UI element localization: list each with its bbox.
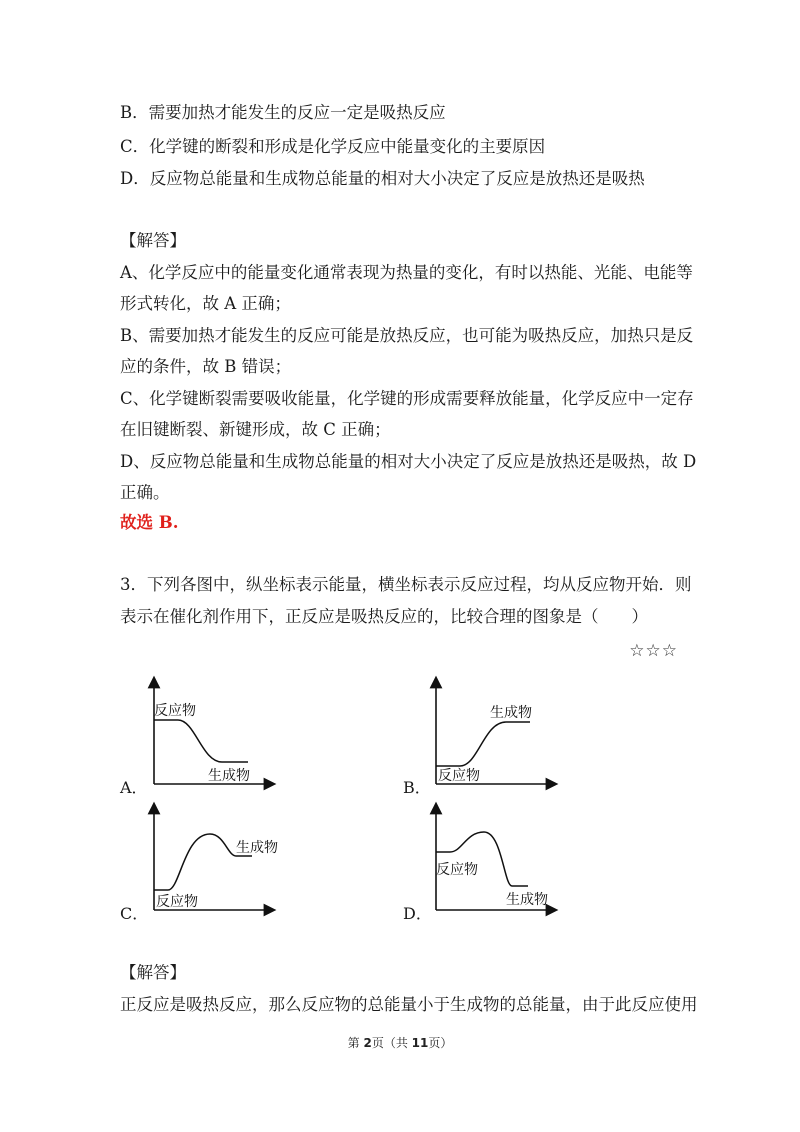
answer-line: 正确。 — [120, 483, 170, 502]
reactant-label: 反应物 — [436, 862, 478, 878]
page-total: 11 — [411, 1036, 429, 1050]
option-a-label: A． — [120, 778, 148, 797]
answer-line: D、反应物总能量和生成物总能量的相对大小决定了反应是放热还是吸热，故 D — [120, 452, 697, 471]
answer-line: B、需要加热才能发生的反应可能是放热反应，也可能为吸热反应，加热只是反 — [120, 326, 694, 345]
page-number: 2 — [363, 1036, 372, 1050]
answer-line: 应的条件，故 B 错误； — [120, 357, 292, 376]
reactant-label: 反应物 — [438, 768, 480, 784]
product-label: 生成物 — [236, 840, 278, 856]
energy-curve — [436, 722, 530, 766]
graph-a[interactable] — [140, 676, 280, 796]
answer-line: 在旧键断裂、新键形成，故 C 正确； — [120, 420, 391, 439]
energy-curve — [154, 720, 248, 762]
answer-line: 正反应是吸热反应，那么反应物的总能量小于生成物的总能量，由于此反应使用 — [120, 995, 698, 1014]
answer-line: C、化学键断裂需要吸收能量，化学键的形成需要释放能量，化学反应中一定存 — [120, 389, 694, 408]
graph-d[interactable] — [422, 802, 562, 922]
product-label: 生成物 — [506, 892, 548, 908]
product-label: 生成物 — [208, 768, 250, 784]
question-3-text: 3．下列各图中，纵坐标表示能量，横坐标表示反应过程，均从反应物开始．则 — [120, 575, 692, 594]
graph-c[interactable] — [140, 802, 280, 922]
footer-mid: 页（共 — [371, 1036, 412, 1050]
option-b-prev: B．需要加热才能发生的反应一定是吸热反应 — [120, 103, 446, 122]
question-3-text: 表示在催化剂作用下，正反应是吸热反应的，比较合理的图象是（ ） — [120, 607, 648, 626]
option-c-label: C． — [120, 904, 149, 923]
option-c-prev: C．化学键的断裂和形成是化学反应中能量变化的主要原因 — [120, 137, 546, 156]
product-label: 生成物 — [490, 705, 532, 721]
footer-suffix: 页） — [428, 1036, 453, 1050]
reactant-label: 反应物 — [154, 703, 196, 719]
reactant-label: 反应物 — [156, 894, 198, 910]
difficulty-stars: ☆☆☆ — [629, 641, 678, 661]
answer-heading: 【解答】 — [120, 231, 186, 250]
footer-prefix: 第 — [347, 1036, 364, 1050]
answer-conclusion: 故选 B. — [120, 513, 179, 532]
option-d-label: D． — [403, 904, 432, 923]
answer-line: A、化学反应中的能量变化通常表现为热量的变化，有时以热能、光能、电能等 — [120, 263, 693, 282]
answer-line: 形式转化，故 A 正确； — [120, 294, 291, 313]
graph-b[interactable] — [422, 676, 562, 796]
option-b-label: B． — [403, 778, 431, 797]
option-d-prev: D．反应物总能量和生成物总能量的相对大小决定了反应是放热还是吸热 — [120, 169, 645, 188]
answer-heading: 【解答】 — [120, 963, 186, 982]
page-footer — [0, 1034, 800, 1051]
